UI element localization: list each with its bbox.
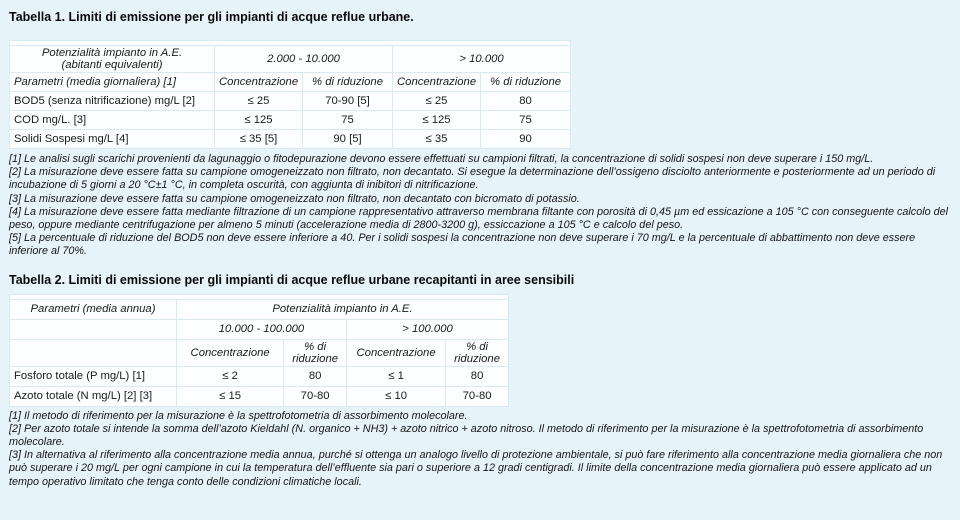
- table1: [9, 40, 571, 149]
- table1-header-potenzialita-line2: (abitanti equivalenti): [61, 59, 163, 71]
- table1-row-bod5-param: BOD5 (senza nitrificazione) mg/L [2]: [10, 92, 215, 111]
- table-row: [10, 339, 509, 366]
- table2-group-10000-100000: 10.000 - 100.000: [176, 319, 346, 339]
- table2-row-fosforo-red2: 80: [446, 366, 509, 386]
- table1-header-concentrazione-2: Concentrazione: [393, 73, 481, 92]
- table2-row-azoto-red2: 70-80: [446, 386, 509, 406]
- table2-row-azoto-param: Azoto totale (N mg/L) [2] [3]: [10, 386, 177, 406]
- table1-header-potenzialita: [10, 46, 215, 73]
- table2-row-azoto-red1: 70-80: [284, 386, 347, 406]
- table2-footnote-2: [2] Per azoto totale si intende la somma dell’azoto Kieldahl (N. organico + NH3) + azoto nitrico + azoto nitroso. Il metodo di riferimento per la misurazione è la spettrofotometria di assorbimento molecolare.: [9, 422, 924, 449]
- table2-header-riduzione-1: % di riduzione: [284, 339, 347, 366]
- table2-header-parametri: Parametri (media annua): [10, 299, 177, 319]
- table1-row-solidi-red2: 90: [481, 130, 571, 149]
- table2-row-fosforo-conc2: ≤ 1: [346, 366, 445, 386]
- table1-header-riduzione-2: % di riduzione: [481, 73, 571, 92]
- table1-row-cod-conc2: ≤ 125: [393, 111, 481, 130]
- table1-footnote-5: [5] La percentuale di riduzione del BOD5 non deve essere inferiore a 40. Per i solidi sospesi la concentrazione non deve superare i 70 mg/L e la percentuale di abbattimento non deve essere inferiore al 70%.: [9, 232, 916, 258]
- table1-row-bod5-conc1: ≤ 25: [215, 92, 303, 111]
- table2-row-fosforo-param: Fosforo totale (P mg/L) [1]: [10, 366, 177, 386]
- table2-header-concentrazione-2: Concentrazione: [346, 339, 445, 366]
- table-row: [10, 319, 509, 339]
- table1-header-riduzione-1: % di riduzione: [303, 73, 393, 92]
- table-row: [10, 73, 571, 92]
- table1-group-gt-10000: > 10.000: [393, 46, 571, 73]
- table1-footnote-3: [3] La misurazione deve essere fatta su campione omogeneizzato non filtrato, non decantato con bicromato di potassio.: [9, 192, 580, 205]
- table2-footnote-3: [3] In alternativa al riferimento alla concentrazione media annua, purché si ottenga un analogo livello di protezione ambientale, si può fare riferimento alla concentrazione media giornaliera che non può superare i 20 mg/L per ogni campione in cui la temperatura dell’effluente sia pari o superiore a 12 gradi centigradi. Il limite della concentrazione media giornaliera può essere applicato ad un tempo operativo limitato che tenga conto delle condizioni climatiche locali.: [9, 449, 943, 488]
- table1-group-2000-10000: 2.000 - 10.000: [215, 46, 393, 73]
- table1-row-bod5-red1: 70-90 [5]: [303, 92, 393, 111]
- table-row: [10, 366, 509, 386]
- table1-title: Tabella 1. Limiti di emissione per gli impianti di acque reflue urbane.: [9, 10, 414, 24]
- table2-header-concentrazione-1: Concentrazione: [176, 339, 283, 366]
- table-row: [10, 46, 571, 73]
- table-row: [10, 299, 509, 319]
- table-row: [10, 111, 571, 130]
- table1-row-bod5-red2: 80: [481, 92, 571, 111]
- table2: [9, 294, 509, 407]
- table1-row-cod-red2: 75: [481, 111, 571, 130]
- table1-row-solidi-conc2: ≤ 35: [393, 130, 481, 149]
- table1-header-potenzialita-line1: Potenzialità impianto in A.E.: [41, 47, 183, 59]
- table1-header-concentrazione-1: Concentrazione: [215, 73, 303, 92]
- table1-footnote-2: [2] La misurazione deve essere fatta su campione omogeneizzato non filtrato, non decantato. Si esegue la determinazione dell’ossigeno disciolto anteriormente e posteriormente ad un periodo di incubazione di 5 giorni a 20 °C±1 °C, in completa oscurità, con aggiunta di inibitori di nitrificazione.: [9, 166, 936, 192]
- table2-row-fosforo-conc1: ≤ 2: [176, 366, 283, 386]
- table1-row-cod-conc1: ≤ 125: [215, 111, 303, 130]
- table-row: [10, 386, 509, 406]
- table2-footnotes: [9, 410, 953, 489]
- table1-row-bod5-conc2: ≤ 25: [393, 92, 481, 111]
- table2-group-gt-100000: > 100.000: [346, 319, 508, 339]
- table1-header-parametri: Parametri (media giornaliera) [1]: [10, 73, 215, 92]
- table1-row-solidi-red1: 90 [5]: [303, 130, 393, 149]
- table1-row-solidi-param: Solidi Sospesi mg/L [4]: [10, 130, 215, 149]
- table2-row-azoto-conc2: ≤ 10: [346, 386, 445, 406]
- table1-row-solidi-conc1: ≤ 35 [5]: [215, 130, 303, 149]
- table2-header-potenzialita: Potenzialità impianto in A.E.: [176, 299, 508, 319]
- table2-row-azoto-conc1: ≤ 15: [176, 386, 283, 406]
- table1-footnotes: [9, 153, 953, 259]
- table2-footnote-1: [1] Il metodo di riferimento per la misurazione è la spettrofotometria di assorbimento molecolare.: [9, 409, 468, 422]
- table1-footnote-4: [4] La misurazione deve essere fatta mediante filtrazione di un campione rappresentativo attraverso membrana filtante con porosità di 0,45 µm ed essicazione a 105 °C con conseguente calcolo del peso, oppure mediante centrifugazione per almeno 5 minuti (accelerazione media di 2800-3200 g), essiccazione a 105 °C e calcolo del peso.: [9, 205, 949, 232]
- table-row: [10, 130, 571, 149]
- table2-empty-cell: [10, 339, 177, 366]
- table2-empty-cell: [10, 319, 177, 339]
- table2-row-fosforo-red1: 80: [284, 366, 347, 386]
- table-row: [10, 92, 571, 111]
- table1-footnote-1: [1] Le analisi sugli scarichi provenienti da lagunaggio o fitodepurazione devono essere effettuati su campioni filtrati, la concentrazione di solidi sospesi non deve superare i 150 mg/L.: [9, 153, 874, 165]
- table1-row-cod-param: COD mg/L. [3]: [10, 111, 215, 130]
- table2-header-riduzione-2: % di riduzione: [446, 339, 509, 366]
- table1-row-cod-red1: 75: [303, 111, 393, 130]
- table2-title: Tabella 2. Limiti di emissione per gli impianti di acque reflue urbane recapitanti in aree sensibili: [9, 272, 575, 287]
